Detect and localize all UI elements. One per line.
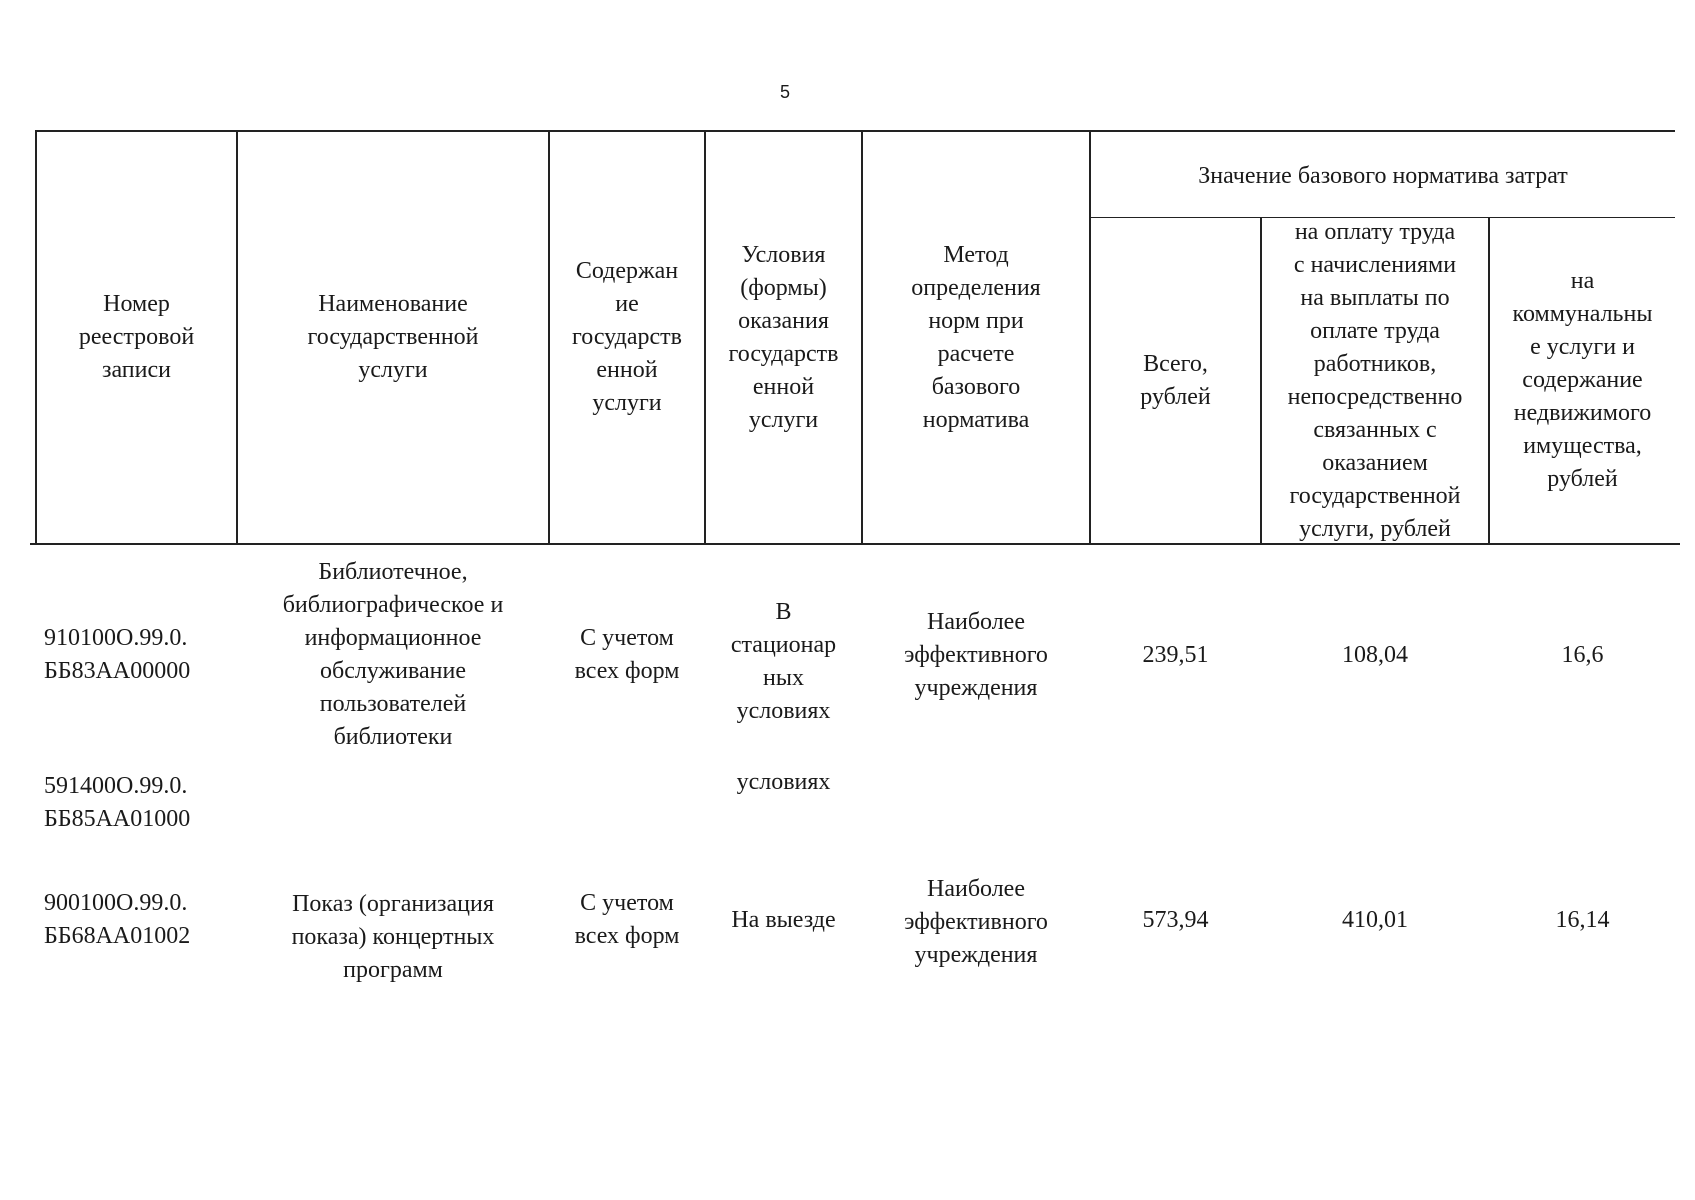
row-labor-cost: 108,04 (1342, 641, 1408, 668)
row-service-content: С учетом всех форм (574, 890, 680, 949)
row-service-conditions: На выезде (731, 906, 836, 933)
row-service-conditions: условиях (736, 768, 831, 795)
header-labor-cost: на оплату труда с начислениями на выплаты по оплате труда работников, непосредственно связанных с оказанием государственной услуги, рублей (1287, 218, 1463, 542)
row-total: 239,51 (1142, 641, 1209, 668)
header-group-title: Значение базового норматива затрат (1198, 162, 1568, 189)
row-utilities-cost: 16,6 (1561, 641, 1604, 668)
row-utilities-cost: 16,14 (1555, 906, 1610, 933)
header-service-conditions: Условия (формы) оказания государств енной услуги (728, 241, 839, 433)
row-service-name: Показ (организация показа) концертных программ (291, 890, 495, 983)
row-total: 573,94 (1142, 906, 1209, 933)
row-registry-number: 900100О.99.0. ББ68АА01002 (44, 890, 191, 949)
header-norm-method: Метод определения норм при расчете базового норматива (911, 241, 1041, 433)
row-registry-number: 591400О.99.0. ББ85АА01000 (44, 773, 191, 832)
page-number: 5 (780, 82, 791, 102)
header-utilities-cost: на коммунальны е услуги и содержание недвижимого имущества, рублей (1512, 267, 1653, 492)
row-registry-number: 910100О.99.0. ББ83АА00000 (44, 625, 191, 684)
header-service-content: Содержан ие государств енной услуги (571, 258, 682, 416)
header-total: Всего, рублей (1140, 350, 1211, 410)
row-service-conditions: В стационар ных условиях (730, 599, 837, 724)
row-service-name: Библиотечное, библиографическое и информационное обслуживание пользователей библиотеки (282, 559, 504, 750)
header-registry-number: Номер реестровой записи (78, 291, 195, 383)
row-norm-method: Наиболее эффективного учреждения (904, 875, 1048, 968)
row-norm-method: Наиболее эффективного учреждения (904, 608, 1048, 701)
row-service-content: С учетом всех форм (574, 625, 680, 684)
row-labor-cost: 410,01 (1342, 906, 1408, 933)
header-service-name: Наименование государственной услуги (307, 291, 479, 383)
